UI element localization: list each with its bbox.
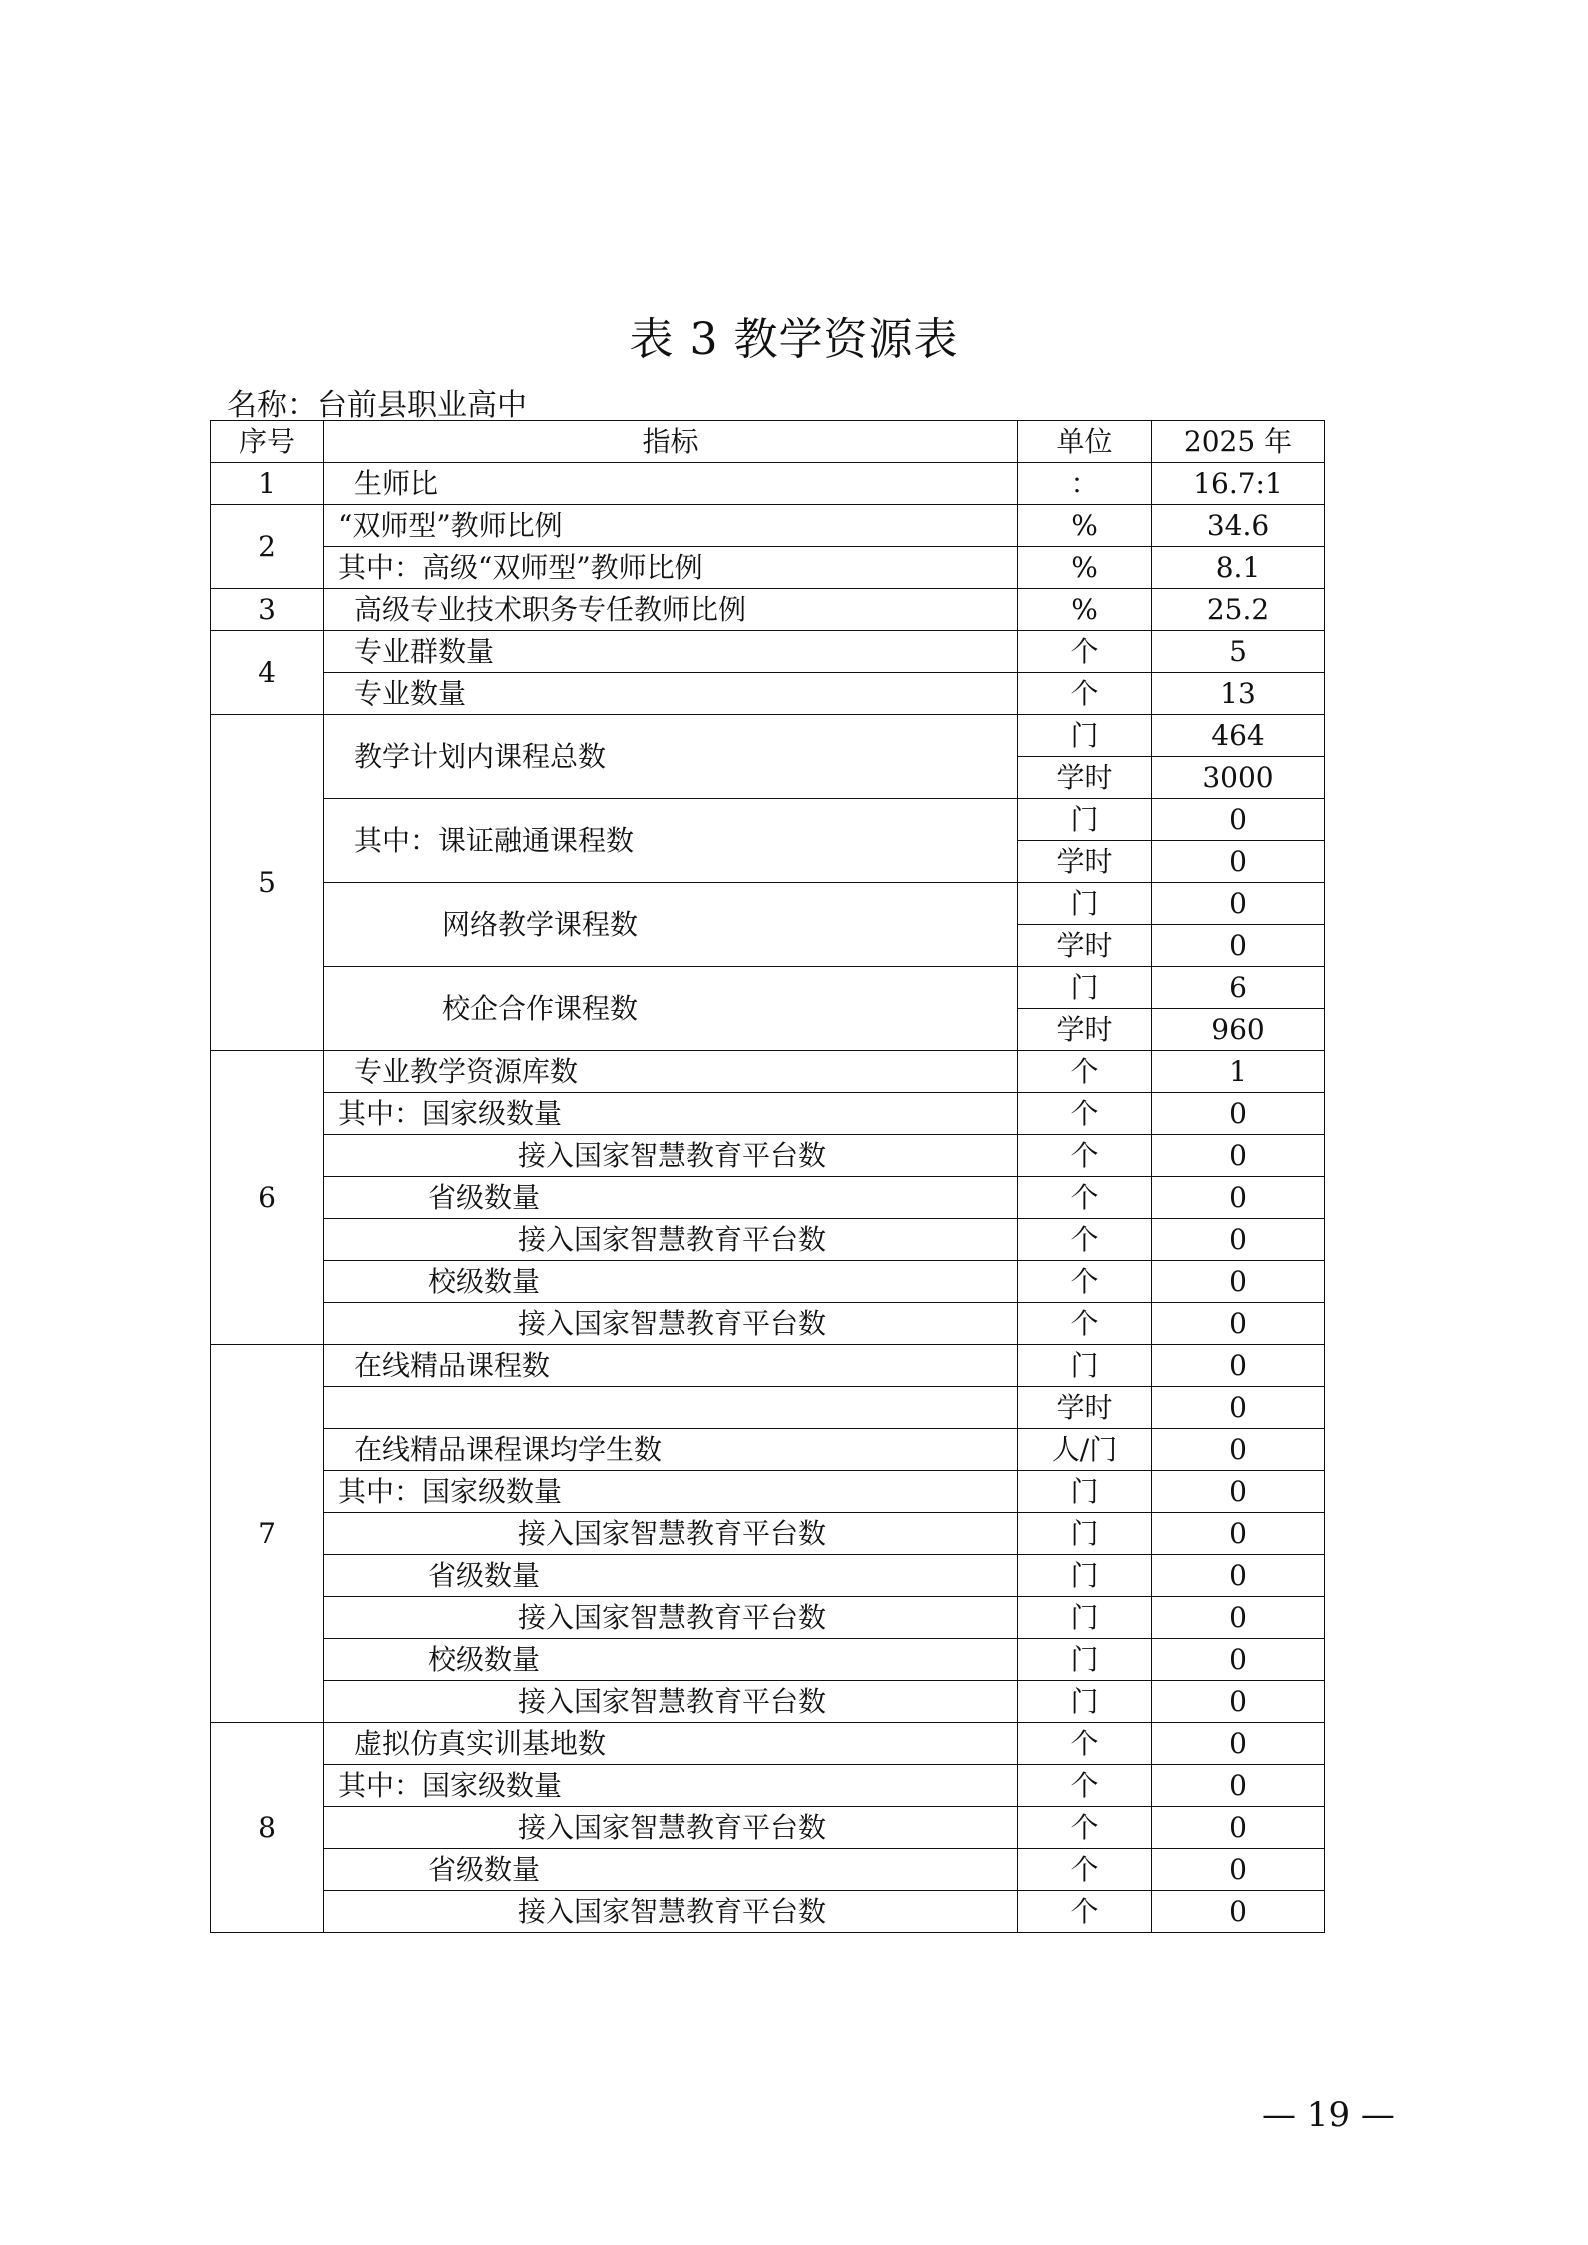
- row-unit-cell: 个: [1018, 1093, 1152, 1135]
- row-value-cell: 3000: [1152, 757, 1325, 799]
- header-unit: 单位: [1018, 421, 1152, 463]
- row-value-cell: 0: [1152, 1639, 1325, 1681]
- row-unit-cell: 个: [1018, 631, 1152, 673]
- row-unit-cell: 个: [1018, 1765, 1152, 1807]
- table-title: 表 3 教学资源表: [629, 314, 959, 365]
- institution-name: 名称：台前县职业高中: [227, 388, 527, 423]
- table-row: [211, 1135, 1325, 1177]
- table-row: [211, 463, 1325, 505]
- row-value-cell: 0: [1152, 1135, 1325, 1177]
- table-row: [211, 1177, 1325, 1219]
- row-seq-cell: 3: [211, 589, 324, 631]
- row-indicator-cell: 其中：课证融通课程数: [324, 799, 1018, 883]
- row-indicator-cell: 高级专业技术职务专任教师比例: [324, 589, 1018, 631]
- header-indicator: 指标: [324, 421, 1018, 463]
- table-row: [211, 1597, 1325, 1639]
- row-unit-cell: 个: [1018, 1303, 1152, 1345]
- row-seq-cell: 1: [211, 463, 324, 505]
- table-row: [211, 1555, 1325, 1597]
- row-indicator-cell: 接入国家智慧教育平台数: [324, 1135, 1018, 1177]
- header-seq: 序号: [211, 421, 324, 463]
- row-unit-cell: 个: [1018, 1849, 1152, 1891]
- row-value-cell: 6: [1152, 967, 1325, 1009]
- row-indicator-cell: 校级数量: [324, 1261, 1018, 1303]
- row-unit-cell: 门: [1018, 1513, 1152, 1555]
- row-value-cell: 0: [1152, 1597, 1325, 1639]
- row-indicator-cell: 接入国家智慧教育平台数: [324, 1219, 1018, 1261]
- row-indicator-cell: 教学计划内课程总数: [324, 715, 1018, 799]
- row-unit-cell: 个: [1018, 1723, 1152, 1765]
- row-unit-cell: 学时: [1018, 1009, 1152, 1051]
- row-indicator-cell: 在线精品课程数: [324, 1345, 1018, 1387]
- table-row: [211, 1723, 1325, 1765]
- row-indicator-cell: 接入国家智慧教育平台数: [324, 1681, 1018, 1723]
- row-value-cell: 0: [1152, 1261, 1325, 1303]
- row-value-cell: 0: [1152, 1471, 1325, 1513]
- row-unit-cell: 学时: [1018, 1387, 1152, 1429]
- table-row: [211, 505, 1325, 547]
- row-value-cell: 8.1: [1152, 547, 1325, 589]
- row-unit-cell: 学时: [1018, 925, 1152, 967]
- row-indicator-cell: 省级数量: [324, 1177, 1018, 1219]
- row-value-cell: 0: [1152, 1093, 1325, 1135]
- row-value-cell: 0: [1152, 1177, 1325, 1219]
- row-value-cell: 960: [1152, 1009, 1325, 1051]
- table-row: [211, 1303, 1325, 1345]
- row-value-cell: 0: [1152, 799, 1325, 841]
- row-indicator-cell: 专业教学资源库数: [324, 1051, 1018, 1093]
- table-row: [211, 967, 1325, 1009]
- row-unit-cell: 门: [1018, 1555, 1152, 1597]
- row-unit-cell: ：: [1018, 463, 1152, 505]
- row-value-cell: 34.6: [1152, 505, 1325, 547]
- row-seq-cell: 4: [211, 631, 324, 715]
- row-seq-cell: 2: [211, 505, 324, 589]
- row-value-cell: 0: [1152, 1513, 1325, 1555]
- row-value-cell: 0: [1152, 1387, 1325, 1429]
- row-value-cell: 0: [1152, 883, 1325, 925]
- row-value-cell: 0: [1152, 1807, 1325, 1849]
- row-unit-cell: 个: [1018, 1261, 1152, 1303]
- table-row: [211, 715, 1325, 757]
- row-unit-cell: 门: [1018, 799, 1152, 841]
- row-indicator-cell: 专业群数量: [324, 631, 1018, 673]
- row-unit-cell: 门: [1018, 1681, 1152, 1723]
- row-unit-cell: 门: [1018, 883, 1152, 925]
- row-indicator-cell: 虚拟仿真实训基地数: [324, 1723, 1018, 1765]
- row-value-cell: 0: [1152, 1555, 1325, 1597]
- table-row: [211, 1681, 1325, 1723]
- table-row: [211, 1219, 1325, 1261]
- table-row: [211, 589, 1325, 631]
- row-indicator-cell: 其中：国家级数量: [324, 1765, 1018, 1807]
- row-seq-cell: 5: [211, 715, 324, 1051]
- row-seq-cell: 7: [211, 1345, 324, 1723]
- teaching-resources-table: [210, 420, 1325, 1933]
- table-row: [211, 1639, 1325, 1681]
- row-indicator-cell: 校企合作课程数: [324, 967, 1018, 1051]
- row-unit-cell: 个: [1018, 1135, 1152, 1177]
- row-value-cell: 0: [1152, 925, 1325, 967]
- row-unit-cell: 门: [1018, 1345, 1152, 1387]
- row-unit-cell: 学时: [1018, 757, 1152, 799]
- row-indicator-cell: 网络教学课程数: [324, 883, 1018, 967]
- row-indicator-cell: 省级数量: [324, 1555, 1018, 1597]
- table-body: [211, 463, 1325, 1933]
- row-value-cell: 0: [1152, 841, 1325, 883]
- row-unit-cell: 个: [1018, 673, 1152, 715]
- table-row: [211, 1765, 1325, 1807]
- row-indicator-cell: 生师比: [324, 463, 1018, 505]
- row-unit-cell: %: [1018, 547, 1152, 589]
- row-seq-cell: 8: [211, 1723, 324, 1933]
- row-unit-cell: 个: [1018, 1051, 1152, 1093]
- table-row: [211, 799, 1325, 841]
- header-year: 2025 年: [1152, 421, 1325, 463]
- table-row: [211, 1261, 1325, 1303]
- row-indicator-cell: 接入国家智慧教育平台数: [324, 1807, 1018, 1849]
- row-unit-cell: 个: [1018, 1219, 1152, 1261]
- row-unit-cell: 门: [1018, 1471, 1152, 1513]
- table-row: [211, 1051, 1325, 1093]
- table-row: [211, 1471, 1325, 1513]
- row-indicator-cell: 接入国家智慧教育平台数: [324, 1597, 1018, 1639]
- row-value-cell: 0: [1152, 1849, 1325, 1891]
- row-value-cell: 25.2: [1152, 589, 1325, 631]
- table-row: [211, 1093, 1325, 1135]
- row-indicator-cell: 在线精品课程课均学生数: [324, 1429, 1018, 1471]
- table-row: [211, 1387, 1325, 1429]
- row-indicator-cell: 其中：国家级数量: [324, 1471, 1018, 1513]
- table-row: [211, 1345, 1325, 1387]
- row-value-cell: 0: [1152, 1219, 1325, 1261]
- table-row: [211, 1849, 1325, 1891]
- row-indicator-cell: 校级数量: [324, 1639, 1018, 1681]
- row-unit-cell: 门: [1018, 1639, 1152, 1681]
- table-row: [211, 1891, 1325, 1933]
- row-unit-cell: 个: [1018, 1891, 1152, 1933]
- row-unit-cell: %: [1018, 505, 1152, 547]
- table-header-row: [211, 421, 1325, 463]
- row-value-cell: 0: [1152, 1765, 1325, 1807]
- table-row: [211, 883, 1325, 925]
- row-value-cell: 0: [1152, 1723, 1325, 1765]
- row-unit-cell: 个: [1018, 1177, 1152, 1219]
- row-indicator-cell: [324, 1387, 1018, 1429]
- row-unit-cell: %: [1018, 589, 1152, 631]
- row-unit-cell: 学时: [1018, 841, 1152, 883]
- table-row: [211, 1513, 1325, 1555]
- row-unit-cell: 门: [1018, 967, 1152, 1009]
- row-indicator-cell: 接入国家智慧教育平台数: [324, 1513, 1018, 1555]
- table-row: [211, 547, 1325, 589]
- row-value-cell: 13: [1152, 673, 1325, 715]
- row-value-cell: 0: [1152, 1429, 1325, 1471]
- row-value-cell: 0: [1152, 1345, 1325, 1387]
- table-row: [211, 673, 1325, 715]
- row-indicator-cell: 接入国家智慧教育平台数: [324, 1891, 1018, 1933]
- row-value-cell: 0: [1152, 1681, 1325, 1723]
- row-value-cell: 1: [1152, 1051, 1325, 1093]
- row-unit-cell: 个: [1018, 1807, 1152, 1849]
- row-indicator-cell: 其中：高级“双师型”教师比例: [324, 547, 1018, 589]
- page-number: — 19 —: [1262, 2095, 1395, 2135]
- row-value-cell: 464: [1152, 715, 1325, 757]
- row-unit-cell: 人/门: [1018, 1429, 1152, 1471]
- row-value-cell: 0: [1152, 1303, 1325, 1345]
- row-indicator-cell: “双师型”教师比例: [324, 505, 1018, 547]
- table-row: [211, 1807, 1325, 1849]
- row-value-cell: 0: [1152, 1891, 1325, 1933]
- row-indicator-cell: 接入国家智慧教育平台数: [324, 1303, 1018, 1345]
- row-indicator-cell: 省级数量: [324, 1849, 1018, 1891]
- row-unit-cell: 门: [1018, 1597, 1152, 1639]
- row-value-cell: 16.7:1: [1152, 463, 1325, 505]
- row-indicator-cell: 专业数量: [324, 673, 1018, 715]
- table-row: [211, 1429, 1325, 1471]
- row-unit-cell: 门: [1018, 715, 1152, 757]
- table-row: [211, 631, 1325, 673]
- row-value-cell: 5: [1152, 631, 1325, 673]
- row-indicator-cell: 其中：国家级数量: [324, 1093, 1018, 1135]
- row-seq-cell: 6: [211, 1051, 324, 1345]
